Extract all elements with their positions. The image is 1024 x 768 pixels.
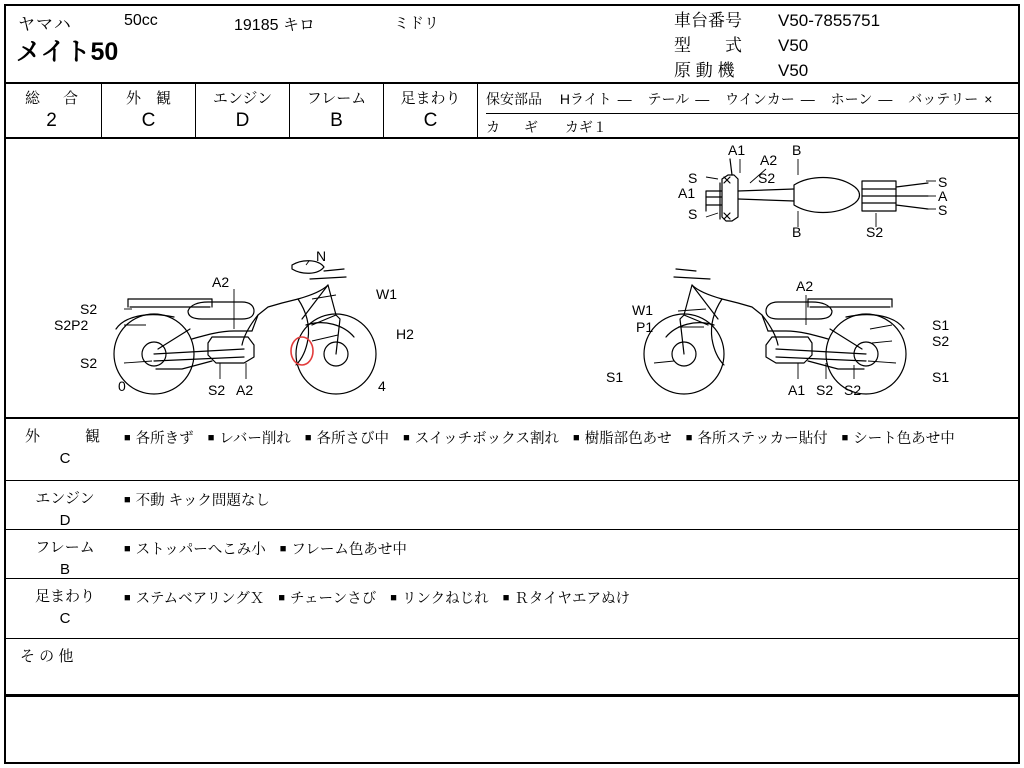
diagram-label: S [938,174,948,190]
header [6,6,1018,84]
diagram-label: A2 [760,152,778,168]
damage-diagram [6,139,1018,419]
grade-label-exterior: 外 観 [125,90,171,107]
condition-row-frame [6,530,1018,579]
safety-key-battery: バッテリー [908,91,979,107]
safety-item-headlight [560,89,632,109]
condition-item: ■ 各所ステッカー貼付 [685,431,828,447]
diagram-label: P1 [636,319,654,335]
safety-parts-line [486,89,1004,109]
diagram-label: S1 [932,317,950,333]
condition-grade-engine: D [59,512,71,529]
mileage: 19185 キロ [234,17,315,34]
diagram-label: S1 [932,369,950,385]
condition-title-frame: フレーム [35,539,95,556]
diagram-label: S2 [816,382,834,398]
condition-item: ■ リンクねじれ [390,591,489,607]
grade-value-frame: B [330,110,343,131]
diagram-label: S [938,202,948,218]
condition-label-legs [6,579,124,638]
condition-item: ■ 各所さび中 [304,431,390,447]
engine-value: V50 [778,61,809,80]
model-name: メイト50 [16,38,119,66]
diagram-label: S2 [758,170,776,186]
grade-cell-engine [196,84,290,137]
condition-label-exterior [6,419,124,480]
diagram-label: S2 [866,224,884,240]
engine-label: 原 動 機 [674,61,735,80]
condition-item: ■ シート色あせ中 [841,431,955,447]
vehicle-identity [674,8,880,83]
diagram-label: A2 [796,278,814,294]
grade-cell-legs [384,84,478,137]
diagram-label: 0 [118,378,126,394]
condition-row-legs [6,579,1018,639]
diagram-label: S [688,206,698,222]
type-value: V50 [778,36,809,55]
safety-value-tail: ― [695,91,710,107]
diagram-label: N [316,248,327,264]
diagram-label: A1 [788,382,806,398]
safety-key-winker: ウインカー [725,91,795,107]
safety-item-winker [725,89,815,109]
grade-value-exterior: C [141,110,156,131]
diagram-label: A2 [212,274,230,290]
grades-row [6,84,1018,139]
condition-title-other: そ の 他 [20,648,74,665]
safety-value-winker: ― [800,91,815,107]
condition-title-exterior: 外 観 [24,428,105,445]
condition-item: ■ Ｒタイヤエアぬけ [502,591,631,607]
safety-item-horn [831,89,893,109]
grade-cell-frame [290,84,384,137]
condition-grade-exterior: C [59,450,71,467]
diagram-label: S2 [80,355,98,371]
condition-items-other [124,639,1018,694]
condition-item: ■ チェーンさび [278,591,377,607]
condition-grade-legs: C [59,610,71,627]
diagram-label: S2 [844,382,862,398]
diagram-label: B [792,224,802,240]
safety-key-headlight: Hライト [559,91,612,107]
diagram-svg [6,139,1016,417]
diagram-label: A [938,188,948,204]
condition-title-legs: 足まわり [34,588,95,605]
condition-label-frame [6,530,124,578]
condition-item: ■ 各所きず [124,431,194,447]
safety-item-battery [908,89,992,109]
safety-key-horn: ホーン [830,91,873,107]
safety-item-tail [647,89,709,109]
safety-value-headlight: ― [617,91,632,107]
condition-items-legs [124,579,1018,638]
diagram-label: A1 [728,142,746,158]
diagram-label: S2 [932,333,950,349]
grade-value-legs: C [423,110,438,131]
maker-name: ヤマハ [18,15,72,34]
diagram-label: H2 [396,326,414,342]
diagram-label: A2 [236,382,254,398]
diagram-label: S2 [208,382,226,398]
condition-label-other [6,639,124,694]
diagram-label: W1 [632,302,653,318]
grade-label-engine: エンジン [212,90,273,107]
frame-number-row [674,8,880,33]
grade-value-total: 2 [46,110,61,131]
diagram-label: S1 [606,369,624,385]
diagram-label: S2P2 [54,317,89,333]
grade-label-frame: フレーム [306,90,367,107]
condition-items-engine [124,481,1018,529]
condition-grade-frame: B [59,561,70,578]
key-line [486,113,1018,137]
key-value: カギ１ [564,119,607,135]
key-label: カ ギ [486,119,543,135]
condition-item: ■ ストッパーへこみ小 [124,542,266,558]
condition-item: ■ スイッチボックス割れ [403,431,559,447]
condition-item: ■ フレーム色あせ中 [279,542,407,558]
diagram-label: S [688,170,698,186]
diagram-label: 4 [378,378,386,394]
type-row [674,33,880,58]
condition-row-exterior [6,419,1018,481]
condition-item: ■ 樹脂部色あせ [573,431,672,447]
condition-label-engine [6,481,124,529]
condition-item: ■ 不動 キック問題なし [124,493,270,509]
condition-row-other [6,639,1018,695]
condition-items-exterior [124,419,1018,480]
safety-value-battery: × [984,91,993,107]
condition-title-engine: エンジン [35,490,95,507]
body-color: ミドリ [394,15,440,32]
grade-cell-exterior [102,84,196,137]
grade-cell-total [6,84,102,137]
bottom-empty-area [6,695,1018,753]
condition-item: ■ ステムベアリングＸ [124,591,265,607]
engine-row [674,58,880,83]
displacement: 50cc [124,12,158,29]
frame-number-label: 車台番号 [674,11,742,30]
diagram-label: W1 [376,286,397,302]
type-label: 型 式 [674,36,742,55]
safety-key-tail: テール [647,91,690,107]
diagram-label: A1 [678,185,696,201]
safety-parts-cell [478,84,1018,137]
grade-value-engine: D [235,110,250,131]
diagram-label: S2 [80,301,98,317]
safety-title: 保安部品 [486,91,542,107]
frame-number-value: V50-7855751 [778,11,881,30]
grade-label-legs: 足まわり [400,90,461,107]
condition-item: ■ レバー削れ [207,431,291,447]
diagram-label: B [792,142,802,158]
condition-items-frame [124,530,1018,578]
condition-row-engine [6,481,1018,530]
safety-value-horn: ― [878,91,893,107]
grade-label-total: 総 合 [24,90,82,107]
